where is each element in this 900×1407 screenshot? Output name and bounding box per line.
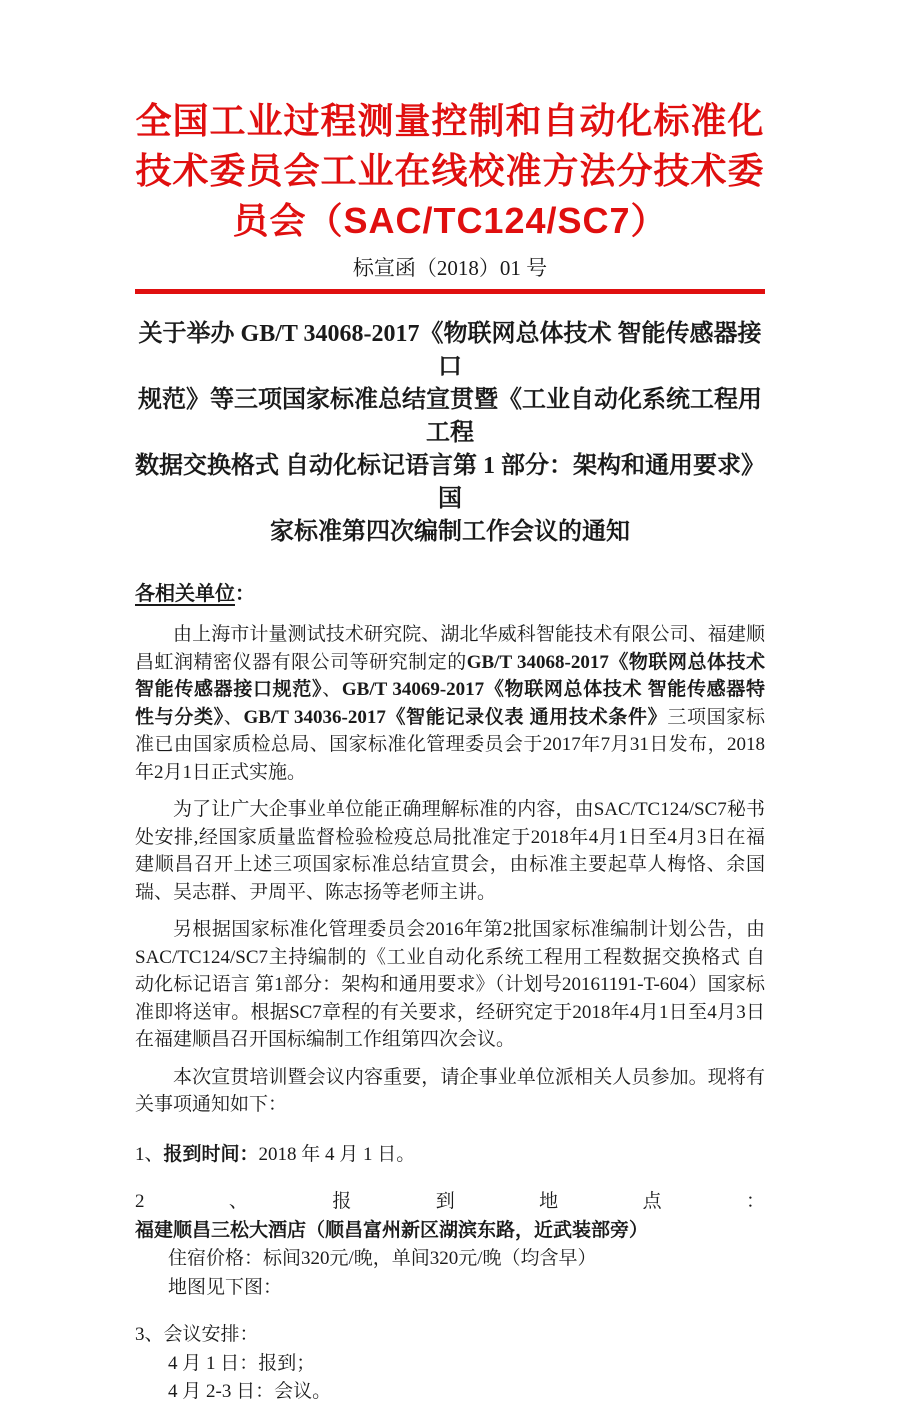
emphasis-text: GB/T 34069-2017《物联网总体技术 智能传感器特性与分类》 [135, 679, 765, 728]
body-paragraph [135, 621, 765, 786]
page-title [135, 96, 765, 246]
list-line [135, 1245, 765, 1274]
emphasis-text: 福建顺昌三松大酒店（顺昌富州新区湖滨东路，近武装部旁） [135, 1219, 649, 1241]
text-run: 为了让广大企事业单位能正确理解标准的内容，由SAC/TC124/SC7秘书处安排,经国家质量监督检验检疫总局批准定于2018年4月1日至4月3日在福建顺昌召开上述三项国家标准总结宣贯会，由标准主要起草人梅恪、余国瑞、吴志群、尹周平、陈志扬等老师主讲。 [135, 799, 765, 903]
text-run: 、 [322, 679, 342, 700]
list-item [135, 1188, 765, 1302]
title-line-3: 员会（SAC/TC124/SC7） [232, 200, 668, 241]
text-run: 、 [223, 706, 244, 728]
text-run: 1、 [135, 1143, 164, 1165]
body-paragraphs [135, 621, 765, 1119]
emphasis-text: GB/T 34036-2017《智能记录仪表 通用技术条件》 [243, 706, 668, 728]
text-run: 住宿价格：标间320元/晚，单间320元/晚（均含早） [168, 1248, 597, 1269]
list-line [135, 1350, 765, 1379]
subject-line-4: 家标准第四次编制工作会议的通知 [270, 519, 630, 545]
list-line [135, 1188, 765, 1245]
salutation [135, 581, 765, 607]
body-paragraph [135, 1064, 765, 1119]
subject-line-1: 关于举办 GB/T 34068-2017《物联网总体技术 智能传感器接口 [138, 321, 762, 380]
list-line [135, 1321, 765, 1350]
text-run: 4 月 1 日：报到； [168, 1352, 316, 1374]
list-line [135, 1274, 765, 1303]
text-run: 3、会议安排： [135, 1324, 259, 1345]
text-run: 本次宣贯培训暨会议内容重要，请企事业单位派相关人员参加。现将有关事项通知如下： [135, 1066, 765, 1115]
text-run: 另根据国家标准化管理委员会2016年第2批国家标准编制计划公告，由SAC/TC124/SC7主持编制的《工业自动化系统工程用工程数据交换格式 自动化标记语言 第1部分：架构和通用要求》（计划号20161191-T-604）国家标准即将送审。根据SC7章程的有关要求，经研究定于2018年4月1日至4月3日在福建顺昌召开国标编制工作组第四次会议。 [135, 919, 765, 1050]
text-run: 4 月 2-3 日：会议。 [168, 1381, 332, 1402]
body-paragraph [135, 796, 765, 906]
title-line-2: 技术委员会工业在线校准方法分技术委 [135, 150, 765, 191]
text-run: 2、报到地点： [135, 1191, 765, 1212]
red-divider [135, 289, 765, 294]
emphasis-text: 报到时间： [163, 1143, 259, 1165]
text-run: 2018 年 4 月 1 日。 [258, 1143, 416, 1165]
doc-number: 标宣函（2018）01 号 [352, 256, 548, 280]
list-line [135, 1378, 765, 1407]
text-run: 地图见下图： [168, 1276, 283, 1298]
list-item [135, 1141, 765, 1170]
notice-list [135, 1141, 765, 1407]
emphasis-text: GB/T 34068-2017《物联网总体技术 智能传感器接口规范》 [135, 651, 765, 700]
subject-heading [135, 318, 765, 549]
body-paragraph [135, 916, 765, 1054]
salutation-colon: ： [235, 583, 255, 605]
salutation-text: 各相关单位 [135, 583, 235, 605]
title-line-1: 全国工业过程测量控制和自动化标准化 [135, 100, 765, 141]
subject-line-3: 数据交换格式 自动化标记语言第 1 部分：架构和通用要求》国 [135, 453, 765, 512]
subject-line-2: 规范》等三项国家标准总结宣贯暨《工业自动化系统工程用工程 [138, 387, 762, 446]
text-run: 由上海市计量测试技术研究院、湖北华威科智能技术有限公司、福建顺昌虹润精密仪器有限公司等研究制定的 [135, 624, 765, 673]
list-item [135, 1321, 765, 1407]
text-run: 三项国家标准已由国家质检总局、国家标准化管理委员会于2017年7月31日发布，2018年2月1日正式实施。 [135, 706, 765, 783]
list-line [135, 1141, 765, 1170]
